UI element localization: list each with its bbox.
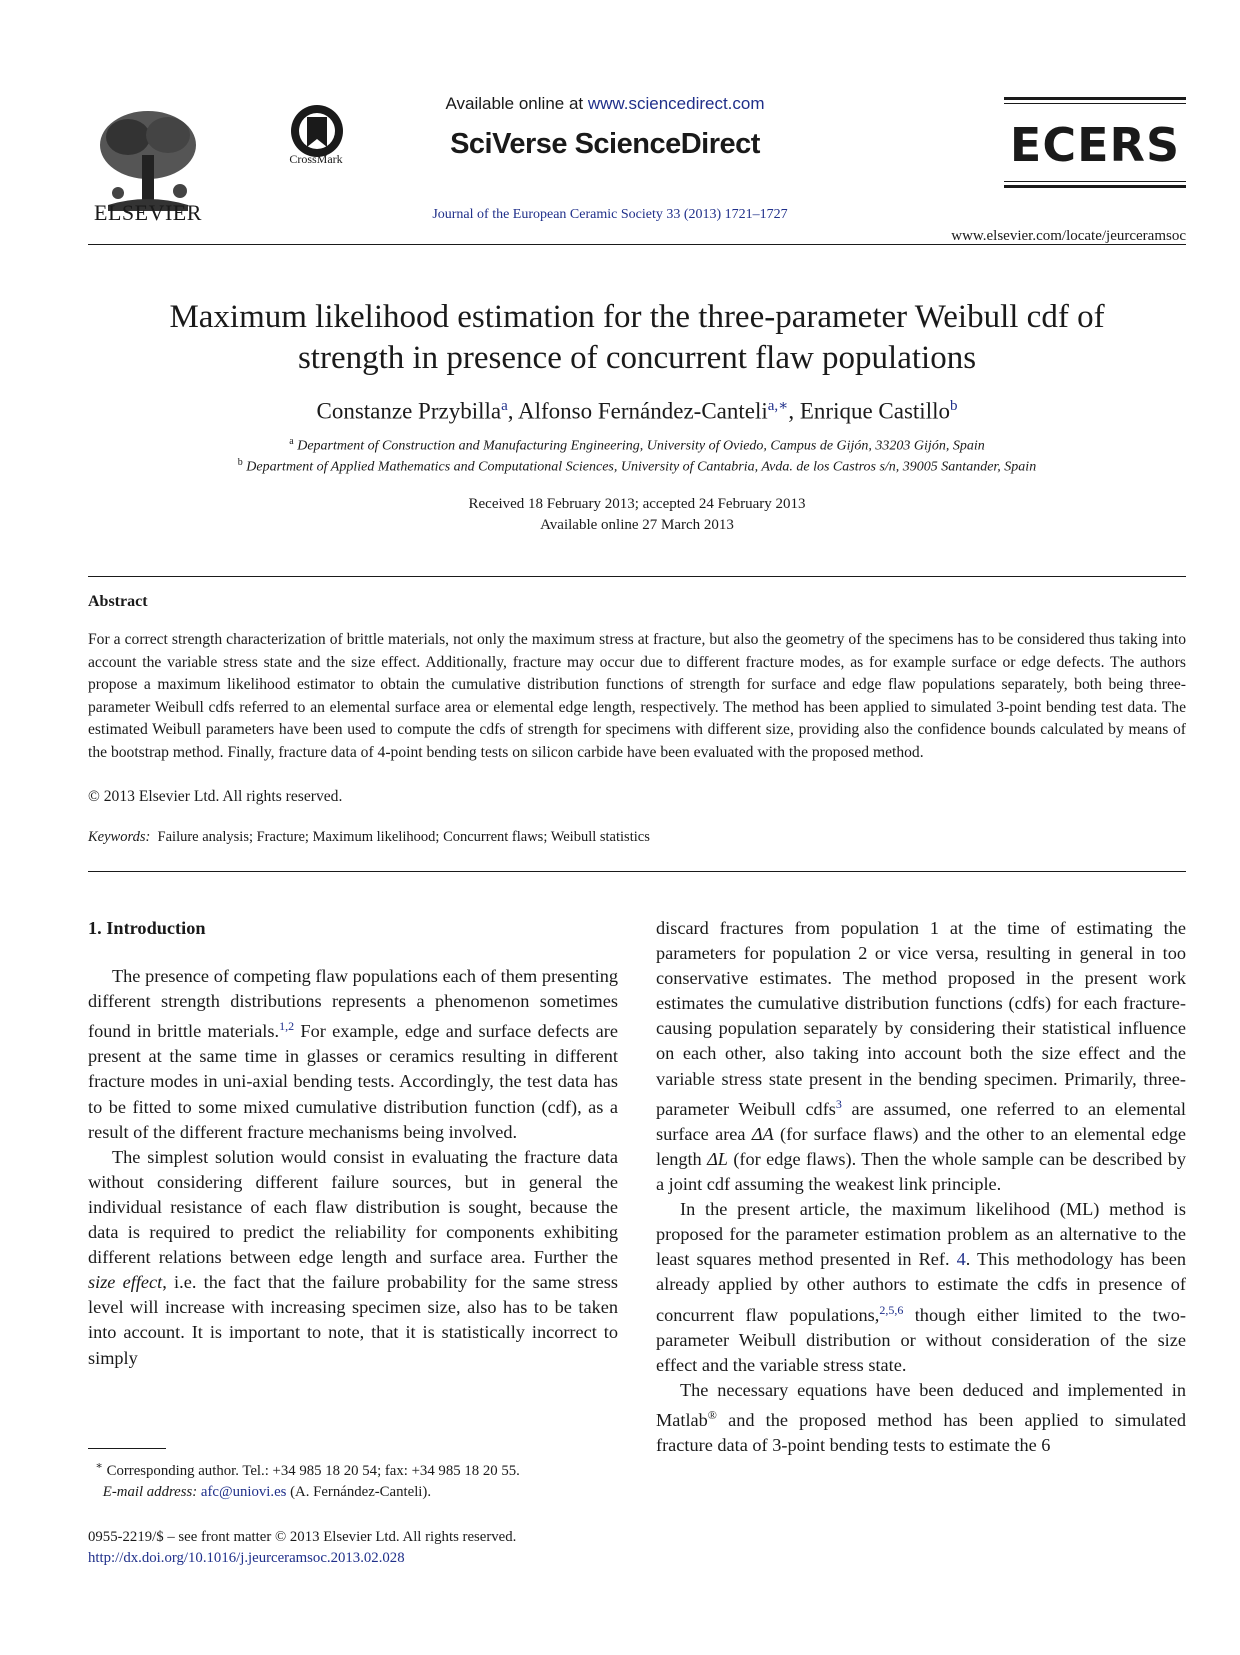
author-separator: , (788, 398, 800, 424)
registered-mark: ® (707, 1407, 717, 1422)
corresponding-author-footnote (88, 1456, 618, 1503)
text-run: discard fractures from population 1 at the time of estimating the parameters for population 2 or vice versa, resulting in general in too conservative estimates. The method proposed in the present work estimates the cumulative distribution functions (cdfs) for each fracture-causing population separately by considering their statistical influence on each other, also taking into account both the size effect and the variable stress state present in the bending specimen. Primarily, three-parameter Weibull cdfs (656, 918, 1186, 1119)
paragraph (88, 1145, 618, 1371)
front-matter (88, 1527, 618, 1569)
author-list (88, 396, 1186, 425)
email-owner: (A. Fernández-Canteli). (286, 1483, 432, 1500)
affiliation-a (88, 436, 1186, 455)
doi-link[interactable]: http://dx.doi.org/10.1016/j.jeurceramsoc.2013.02.028 (88, 1550, 405, 1566)
issn-line: 0955-2219/$ – see front matter © 2013 Elsevier Ltd. All rights reserved. (88, 1529, 517, 1545)
text-run: are assumed, one referred to an elemental surface area (656, 1098, 1186, 1144)
text-run: In the present article, the maximum likelihood (ML) method is proposed for the parameter estimation problem as an alternative to the least squares method presented in Ref. (656, 1199, 1186, 1270)
title-line-1: Maximum likelihood estimation for the three-parameter Weibull cdf of (169, 299, 1105, 335)
affiliation-mark: a (289, 436, 294, 447)
available-online (420, 94, 790, 114)
citation-link[interactable]: 1,2 (279, 1019, 295, 1034)
footnote-email (88, 1482, 618, 1503)
text-run: For example, edge and surface defects are present at the same time in glasses or ceramics resulting in different fracture modes in uni-axial bending tests. Accordingly, the test data has to be fitted to some mixed cumulative distribution function (cdf), as a result of the different fracture mechanisms being involved. (88, 1021, 618, 1142)
author-affiliation-mark[interactable]: a,∗ (767, 398, 789, 414)
author-affiliation-mark[interactable]: a (501, 398, 508, 414)
abstract-text: For a correct strength characterization of brittle materials, not only the maximum stress at fracture, but also the geometry of the specimens has to be considered thus taking into account the variable stress state and the size effect. Additionally, fracture may occur due to different fracture modes, as for example surface or edge defects. The authors propose a maximum likelihood estimator to obtain the cumulative distribution functions of strength for surface and edge flaw populations separately, both being three-parameter Weibull cdfs referred to an elemental surface area or elemental edge length, respectively. The method has been applied to simulated 3-point bending test data. The estimated Weibull parameters have been used to compute the cdfs of strength for specimens with different size, providing also the confidence bounds calculated by means of the bootstrap method. Finally, fracture data of 4-point bending tests on silicon carbide have been evaluated with the proposed method. (88, 631, 1186, 761)
abstract-heading: Abstract (88, 593, 148, 610)
crossmark-label: CrossMark (289, 152, 343, 166)
platform-name: SciVerse ScienceDirect (450, 128, 760, 160)
footnote-rule (88, 1448, 166, 1449)
article-title (88, 297, 1186, 379)
text-run: though either limited to the two-parameter Weibull distribution or without consideration of the size effect and the variable stress state. (656, 1304, 1186, 1375)
sciencedirect-link[interactable]: www.sciencedirect.com (587, 94, 765, 113)
text-run: and the proposed method has been applied to simulated fracture data of 3-point bending tests to estimate the 6 (656, 1410, 1186, 1456)
author-separator: , (507, 398, 519, 424)
affiliation-text: Department of Applied Mathematics and Computational Sciences, University of Cantabria, Avda. de los Castros s/n, 39005 Santander, Spain (246, 459, 1037, 475)
text-run: . This methodology has been already applied by other authors to estimate the cdfs in presence of concurrent flaw populations, (656, 1249, 1186, 1325)
author-name: Enrique Castillo (799, 398, 950, 424)
journal-url[interactable]: www.elsevier.com/locate/jeurceramsoc (951, 228, 1186, 244)
paragraph (656, 1378, 1186, 1458)
paragraph (656, 916, 1186, 1197)
emphasis: size effect (88, 1272, 163, 1293)
keywords-list: Failure analysis; Fracture; Maximum likelihood; Concurrent flaws; Weibull statistics (157, 829, 650, 845)
text-run: The presence of competing flaw populations each of them presenting different strength distributions represents a phenomenon sometimes found in brittle materials. (88, 966, 618, 1042)
abstract-top-rule (88, 576, 1186, 577)
publisher-name: ELSEVIER (94, 200, 202, 225)
keywords-label: Keywords: (88, 829, 151, 845)
affiliation-mark: b (237, 457, 243, 468)
left-column (88, 964, 618, 1371)
math-symbol: ΔA (751, 1123, 774, 1144)
author-name: Alfonso Fernández-Canteli (518, 398, 768, 424)
paragraph (88, 964, 618, 1145)
footnote-text: Corresponding author. Tel.: +34 985 18 20 54; fax: +34 985 18 20 55. (102, 1462, 520, 1479)
received-date: Received 18 February 2013; accepted 24 February 2013 (468, 496, 806, 512)
author-name: Constanze Przybilla (316, 398, 502, 424)
abstract-bottom-rule (88, 871, 1186, 872)
citation-link[interactable]: 2,5,6 (879, 1302, 904, 1317)
citation-link[interactable]: 3 (835, 1096, 842, 1111)
footnote-contact (88, 1456, 618, 1482)
text-run: , i.e. the fact that the failure probability for the same stress level will increase with increasing specimen size, also has to be taken into account. It is important to note, that it is statistically incorrect to simply (88, 1272, 618, 1368)
right-column (656, 916, 1186, 1458)
journal-citation-link[interactable]: Journal of the European Ceramic Society 33 (2013) 1721–1727 (432, 207, 788, 222)
affiliation-b (88, 457, 1186, 476)
paragraph (656, 1197, 1186, 1378)
email-label: E-mail address: (102, 1483, 198, 1500)
email-link[interactable]: afc@uniovi.es (200, 1483, 287, 1500)
available-prefix: Available online at (445, 94, 588, 113)
available-online-date: Available online 27 March 2013 (540, 517, 734, 533)
affiliation-text: Department of Construction and Manufacturing Engineering, University of Oviedo, Campus de Gijón, 33203 Gijón, Spain (297, 438, 985, 454)
section-heading: 1. Introduction (88, 918, 206, 938)
text-run: The necessary equations have been deduced and implemented in Matlab (656, 1379, 1186, 1431)
text-run: (for edge flaws). Then the whole sample can be described by a joint cdf assuming the weakest link principle. (656, 1148, 1187, 1195)
abstract-copyright: © 2013 Elsevier Ltd. All rights reserved. (88, 788, 343, 805)
math-symbol: ΔL (707, 1148, 728, 1169)
header-divider (88, 244, 1186, 245)
keywords (88, 829, 1186, 846)
journal-logo: ECERS (1009, 118, 1181, 172)
citation-link[interactable]: 4 (956, 1249, 966, 1270)
text-run: The simplest solution would consist in evaluating the fracture data without considering different failure sources, but in general the individual resistance of each flaw distribution is sought, because the data is required to predict the reliability for components exhibiting different relations between edge length and surface area. Further the (88, 1146, 618, 1268)
title-line-2: strength in presence of concurrent flaw populations (297, 340, 977, 376)
footnote-mark: ∗ (95, 1460, 103, 1472)
author-affiliation-mark[interactable]: b (949, 398, 958, 414)
text-run: (for surface flaws) and the other to an elemental edge length (656, 1123, 1186, 1169)
article-dates (88, 494, 1186, 536)
